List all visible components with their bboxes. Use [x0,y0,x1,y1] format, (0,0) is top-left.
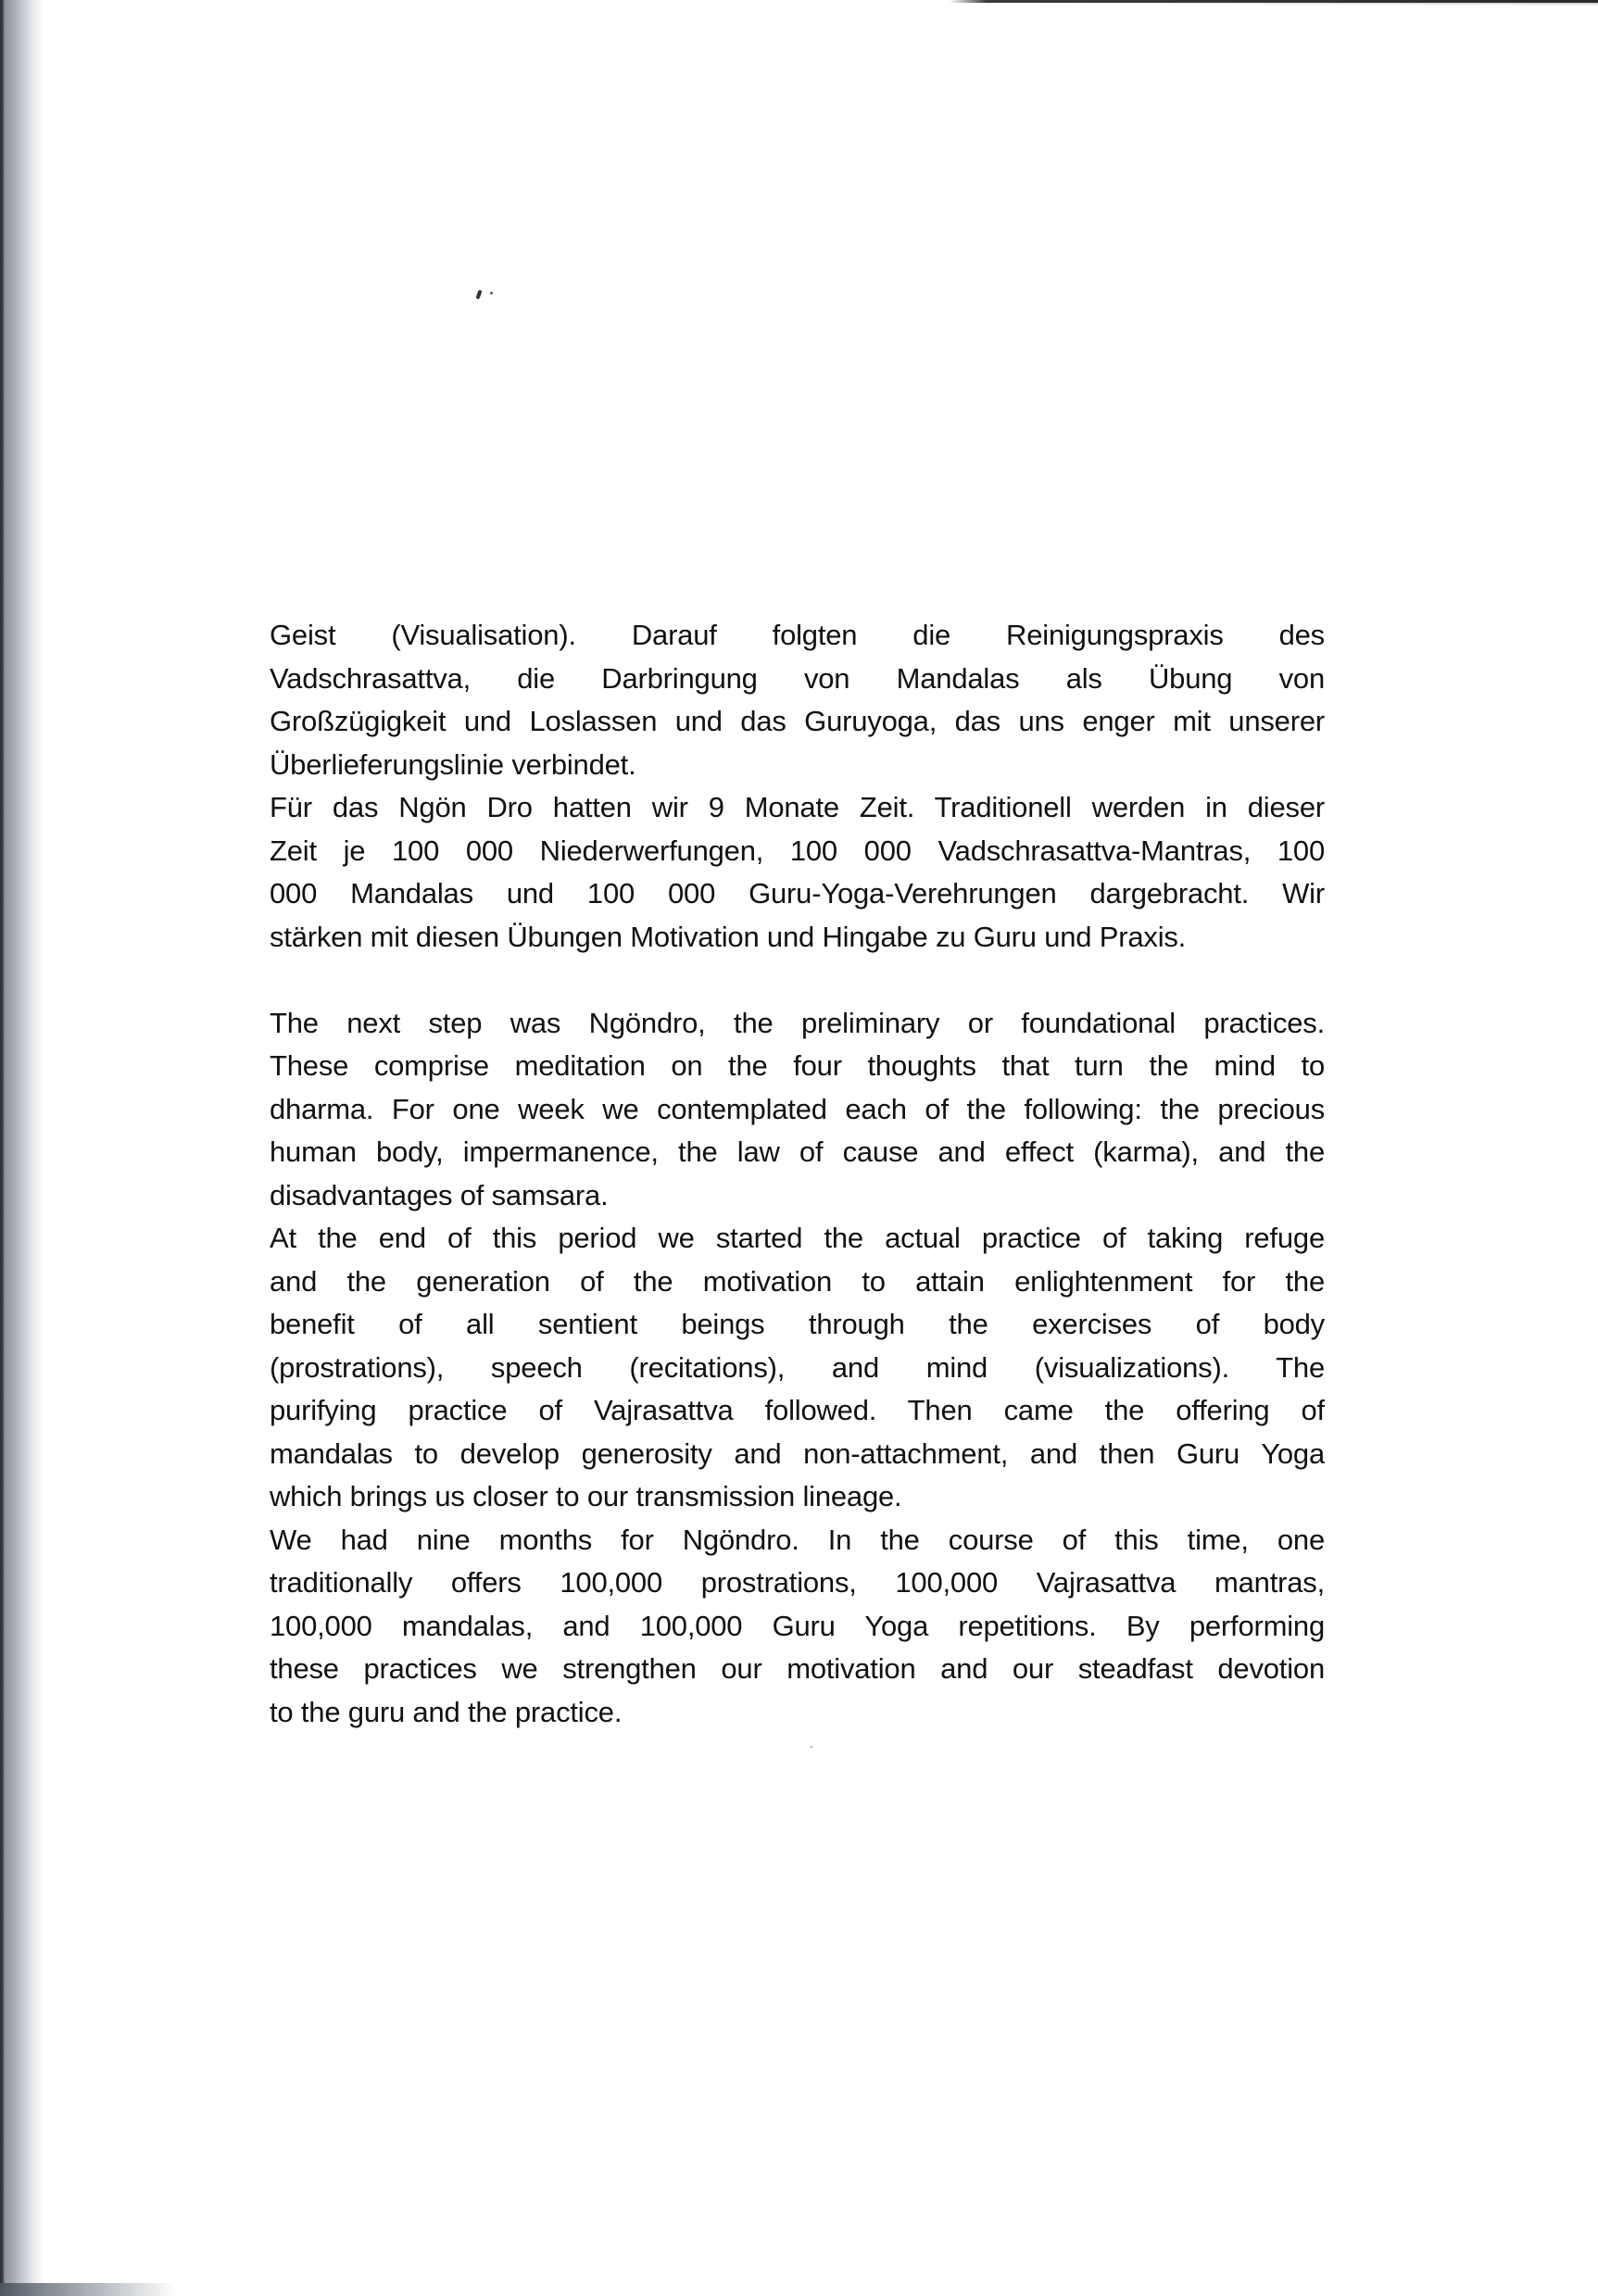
text-line: Großzügigkeit und Loslassen und das Guruyoga, das uns enger mit unserer [270,705,1325,737]
text-line: These comprise meditation on the four thoughts that turn the mind to [270,1049,1325,1082]
text-line: 100,000 mandalas, and 100,000 Guru Yoga repetitions. By performing [270,1609,1325,1642]
text-line: these practices we strengthen our motivation and our steadfast devotion [270,1652,1325,1685]
scan-artifact-dot [811,1746,812,1748]
scan-artifact-mark [475,290,482,300]
text-line: Geist (Visualisation). Darauf folgten die Reinigungspraxis des [270,619,1325,651]
scan-edge-bottom [0,2283,176,2296]
text-line: traditionally offers 100,000 prostrations, 100,000 Vajrasattva mantras, [270,1566,1325,1599]
text-line: benefit of all sentient beings through the exercises of body [270,1308,1325,1340]
text-line: Überlieferungslinie verbindet. [270,747,636,781]
text-line: At the end of this period we started the actual practice of taking refuge [270,1222,1325,1254]
text-line: Zeit je 100 000 Niederwerfungen, 100 000 Vadschrasattva-Mantras, 100 [270,834,1325,867]
scan-edge-left [0,0,44,2296]
text-line: 000 Mandalas und 100 000 Guru-Yoga-Verehrungen dargebracht. Wir [270,877,1325,910]
paragraph [270,1002,1325,1218]
document-body [270,614,1325,1734]
text-line: purifying practice of Vajrasattva followed. Then came the offering of [270,1394,1325,1426]
text-line: to the guru and the practice. [270,1695,623,1728]
section-gap [270,959,1325,1002]
text-line: stärken mit diesen Übungen Motivation und Hingabe zu Guru und Praxis. [270,920,1187,953]
text-line: Vadschrasattva, die Darbringung von Mandalas als Übung von [270,661,1325,695]
paragraph [270,1519,1325,1735]
scan-edge-top-shadow [987,3,1598,5]
text-line: human body, impermanence, the law of cause and effect (karma), and the [270,1135,1325,1168]
english-section [270,1002,1325,1735]
text-line: (prostrations), speech (recitations), and mind (visualizations). The [270,1350,1325,1384]
scan-artifact-dot [490,292,493,295]
text-line: and the generation of the motivation to attain enlightenment for the [270,1264,1325,1298]
text-line: mandalas to develop generosity and non-attachment, and then Guru Yoga [270,1437,1325,1470]
paragraph [270,786,1325,959]
text-line: We had nine months for Ngöndro. In the course of this time, one [270,1523,1325,1556]
text-line: dharma. For one week we contemplated each of the following: the precious [270,1092,1325,1125]
german-section [270,614,1325,959]
paragraph [270,614,1325,786]
text-line: which brings us closer to our transmission lineage. [270,1480,902,1512]
paragraph [270,1217,1325,1519]
text-line: disadvantages of samsara. [270,1178,609,1211]
text-line: The next step was Ngöndro, the preliminary or foundational practices. [270,1006,1325,1039]
text-line: Für das Ngön Dro hatten wir 9 Monate Zeit. Traditionell werden in dieser [270,791,1325,823]
